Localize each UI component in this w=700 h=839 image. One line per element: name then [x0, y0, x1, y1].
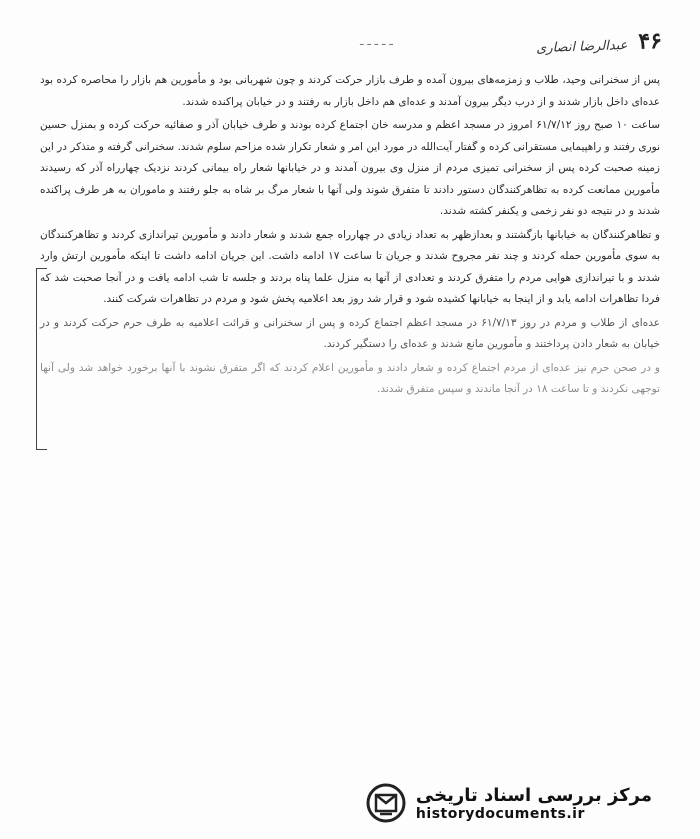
header-note: عبدالرضا انصاری — [535, 38, 628, 57]
watermark-text — [416, 785, 652, 822]
top-specks: ـ ـ ـ ـ ـ — [360, 34, 393, 48]
paragraph-4: عده‌ای از طلاب و مردم در روز ۶۱/۷/۱۳ در مسجد اعظم اجتماع کرده و پس از سخنرانی و قرائت اعلامیه به طرف حرم حرکت کردند و در خیابان به شعار دادن پرداختند و مأمورین مانع شدند و عده‌ای را دستگیر کردند. — [40, 316, 661, 350]
margin-bracket — [36, 268, 47, 450]
paragraph-1: پس از سخنرانی وحید، طلاب و زمزمه‌های بیرون آمده و طرف بازار حرکت کردند و چون شهربانی بود و مأمورین هم بازار را محاصره کرده بود عده‌ای داخل بازار شدند و از درب دیگر بیرون آمدند و عده‌ای هم داخل بازار به رفتند و در خیابان پراکنده شدند. — [40, 74, 660, 108]
paragraph-2: ساعت ۱۰ صبح روز ۶۱/۷/۱۲ امروز در مسجد اعظم و مدرسه خان اجتماع کرده بودند و طرف خیابان آذر و صفائیه حرکت کرده و بمنزل حسین نوری رفتند و راهپیمایی مستقرانی کرده و گفتار آیت‌الله در مورد این امر و شعار تکرار شده مزاحم سلوم شدند. سخنرانی گرفته و متذکر در این زمینه صحبت کرده پس از سخنرانی تمیزی مردم از منزل وی بیرون آمدند و در خیابانها شعار راه بیمانی کردند نزدیک چهارراه آذر که رسیدند مأمورین ممانعت کرده به تظاهرکنندگان دستور دادند تا متفرق شوند ولی آنها با شعار مرگ بر شاه به جلو رفتند و ماموران به هر طرف پراکنده شدند و در نتیجه دو نفر زخمی و یکنفر کشته شدند. — [40, 119, 660, 217]
page-number: ۴۶ — [637, 27, 663, 55]
watermark-url: historydocuments.ir — [415, 805, 585, 822]
paragraph-3: و تظاهرکنندگان به خیابانها بازگشتند و بعدازظهر به تعداد زیادی در چهارراه جمع شدند و شعار دادند و مأمورین تیراندازی کردند و تظاهرکنندگان به سوی مأمورین حمله کردند و چند نفر مجروح شدند و جریان تا ساعت ۱۷ ادامه داشت. این جریان ادامه داشت تا اینکه مأمورین ارتش وارد شدند و با تیراندازی هوایی مردم را متفرق کردند و تعدادی از آنها به منزل علما پناه بردند و جلسه تا شب ادامه یافت و در آنجا صحبت شد که فردا تظاهرات ادامه یابد و از اینجا به خیابانها کشیده شود و قرار شد روز بعد اعلامیه پخش شود و مردم در تظاهرات شرکت کنند. — [40, 228, 660, 305]
document-body — [40, 70, 660, 401]
watermark-title: مرکز بررسی اسناد تاریخی — [415, 784, 652, 806]
handwritten-header — [536, 28, 663, 58]
archive-logo-icon — [366, 783, 406, 823]
paragraph-5: و در صحن حرم نیز عده‌ای از مردم اجتماع کرده و شعار دادند و مأمورین اعلام کردند که اگر متفرق نشوند با آنها برخورد خواهد شد ولی آنها توجهی نکردند و تا ساعت ۱۸ در آنجا ماندند و سپس متفرق شدند. — [40, 361, 660, 395]
archive-watermark — [366, 783, 652, 823]
